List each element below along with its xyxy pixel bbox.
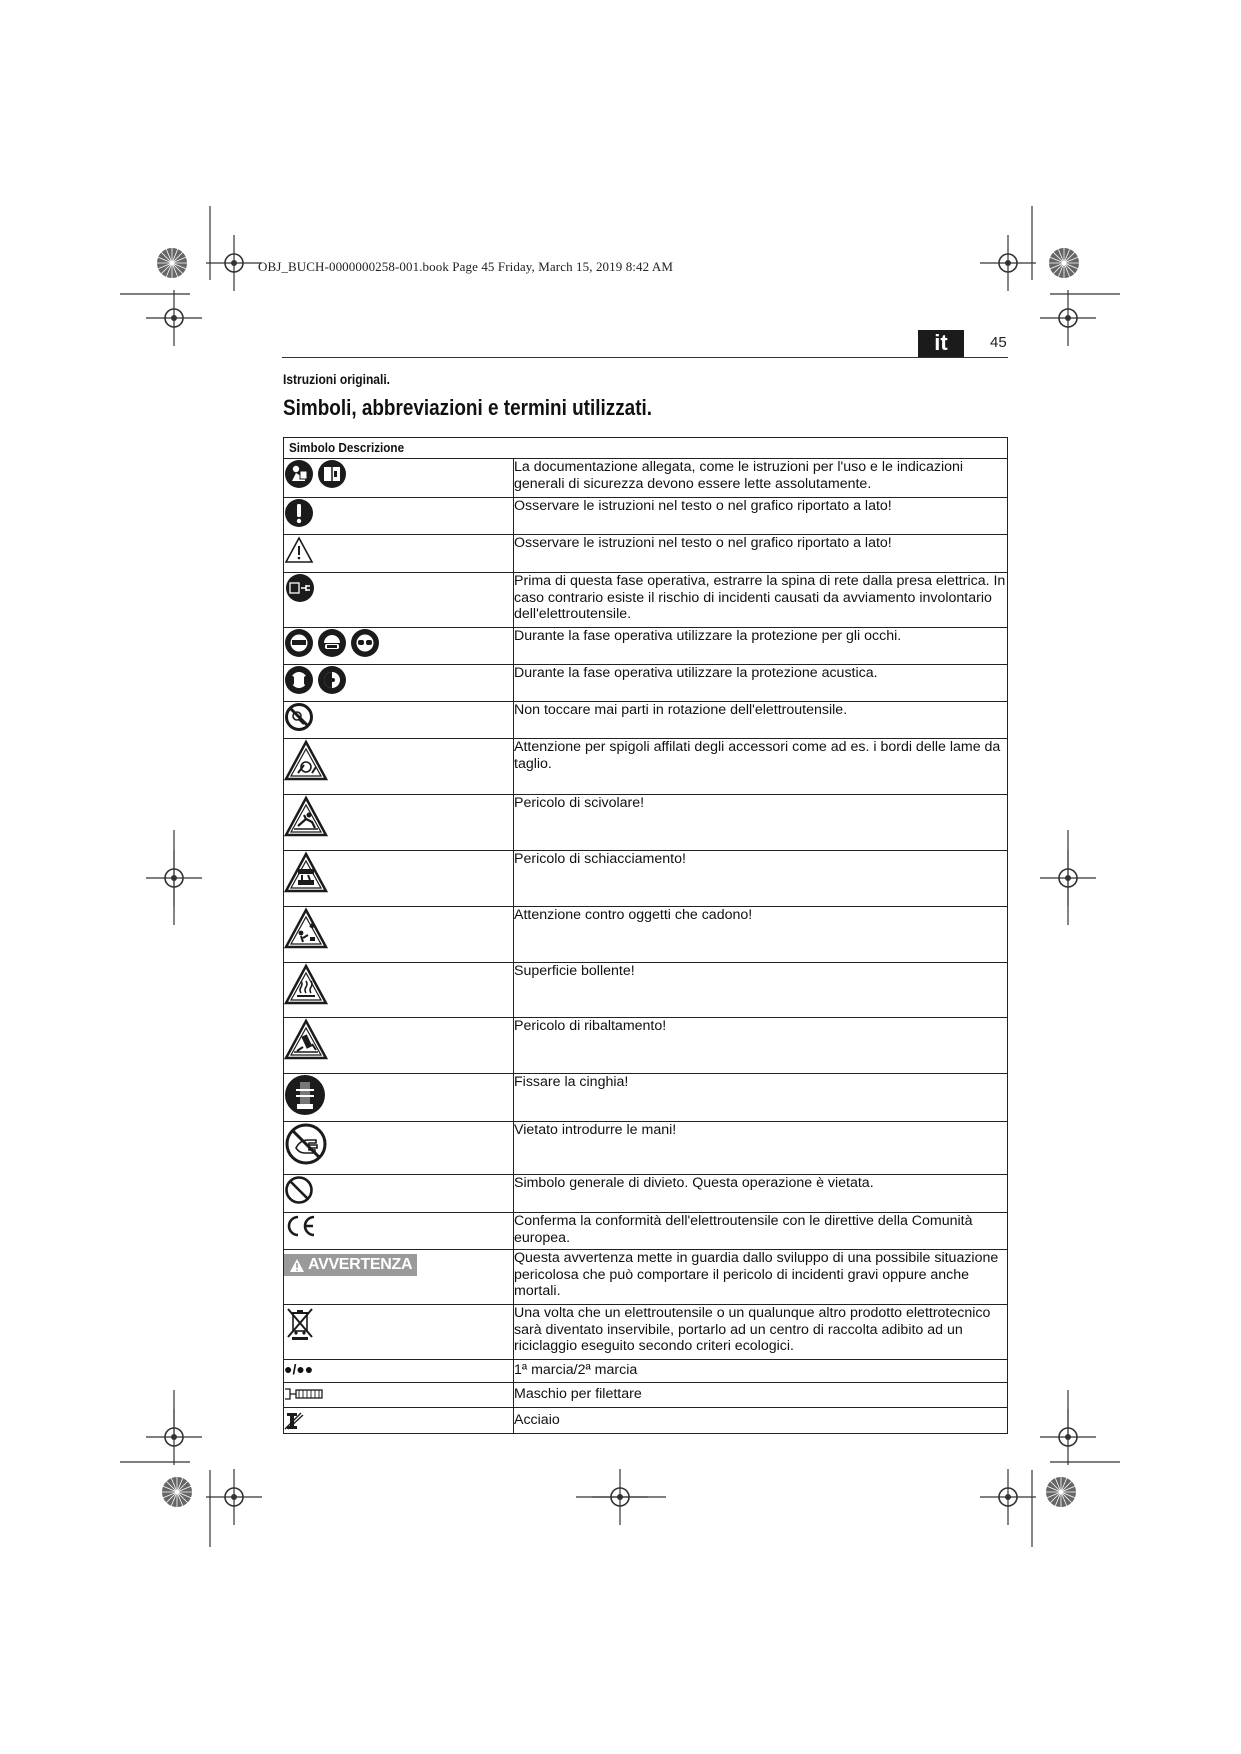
steel-material-icon — [284, 1412, 304, 1430]
symbols-table — [283, 437, 1008, 1434]
table-row — [284, 702, 1008, 739]
manual-book-icon — [317, 459, 347, 489]
language-tag: it — [918, 330, 964, 357]
description-cell: Superficie bollente! — [514, 963, 1008, 1018]
subtitle: Istruzioni originali. — [283, 371, 391, 387]
tap-tool-icon — [284, 1386, 324, 1402]
table-row — [284, 1305, 1008, 1360]
face-shield-icon — [284, 628, 314, 658]
fasten-belt-icon — [284, 1074, 326, 1116]
hot-surface-icon — [284, 963, 328, 1007]
description-cell: Durante la fase operativa utilizzare la protezione acustica. — [514, 665, 1008, 702]
description-cell: Attenzione contro oggetti che cadono! — [514, 907, 1008, 963]
table-row — [284, 665, 1008, 702]
table-row — [284, 573, 1008, 628]
warning-label-icon — [284, 1254, 417, 1276]
description-cell: Una volta che un elettroutensile o un qualunque altro prodotto elettrotecnico sarà diventato inservibile, portarlo ad un centro di raccolta adibito ad un riciclaggio eseguito secondo criteri ecologici. — [514, 1305, 1008, 1360]
table-row — [284, 459, 1008, 498]
page-heading: Simboli, abbreviazioni e termini utilizzati. — [283, 395, 653, 420]
description-cell: Prima di questa fase operativa, estrarre la spina di rete dalla presa elettrica. In caso contrario esiste il rischio di incidenti causati da avviamento involontario dell'elettroutensile. — [514, 573, 1008, 628]
table-row — [284, 1018, 1008, 1074]
page-number: 45 — [990, 334, 1007, 351]
exclamation-circle-icon — [284, 498, 314, 528]
description-cell: Non toccare mai parti in rotazione dell'elettroutensile. — [514, 702, 1008, 739]
table-row — [284, 739, 1008, 795]
table-row — [284, 851, 1008, 907]
warning-triangle-icon — [284, 535, 314, 565]
description-cell: Osservare le istruzioni nel testo o nel grafico riportato a lato! — [514, 535, 1008, 573]
manual-reader-icon — [284, 459, 314, 489]
description-cell: Osservare le istruzioni nel testo o nel grafico riportato a lato! — [514, 498, 1008, 535]
table-row — [284, 1074, 1008, 1122]
table-header-row — [284, 438, 1008, 459]
tip-over-hazard-icon — [284, 1018, 328, 1062]
column-header-description: Descrizione — [338, 440, 405, 455]
table-row — [284, 1408, 1008, 1434]
safety-helmet-visor-icon — [317, 628, 347, 658]
description-cell: Pericolo di scivolare! — [514, 795, 1008, 851]
description-cell: Pericolo di schiacciamento! — [514, 851, 1008, 907]
ear-muffs-icon — [284, 665, 314, 695]
table-row — [284, 1383, 1008, 1408]
table-row — [284, 1175, 1008, 1213]
description-cell: Attenzione per spigoli affilati degli accessori come ad es. i bordi delle lame da taglio. — [514, 739, 1008, 795]
table-row — [284, 795, 1008, 851]
column-header-symbol: Simbolo — [289, 440, 336, 455]
unplug-icon — [284, 573, 316, 603]
table-row — [284, 1250, 1008, 1305]
table-row — [284, 1213, 1008, 1250]
ce-mark-icon — [284, 1213, 318, 1239]
description-cell: Simbolo generale di divieto. Questa operazione è vietata. — [514, 1175, 1008, 1213]
gear-dots-icon: ●/●● — [284, 1361, 314, 1377]
table-row — [284, 907, 1008, 963]
description-cell: 1ª marcia/2ª marcia — [514, 1360, 1008, 1383]
description-cell: Vietato introdurre le mani! — [514, 1122, 1008, 1175]
description-cell: Fissare la cinghia! — [514, 1074, 1008, 1122]
description-cell: Conferma la conformità dell'elettroutensile con le direttive della Comunità europea. — [514, 1213, 1008, 1250]
table-row — [284, 535, 1008, 573]
table-row — [284, 1122, 1008, 1175]
prohibition-icon — [284, 1175, 314, 1205]
ear-protection-icon — [317, 665, 347, 695]
warning-label-text: AVVERTENZA — [308, 1256, 413, 1273]
description-cell: Questa avvertenza mette in guardia dallo sviluppo di una possibile situazione pericolosa che può comportare il pericolo di incidenti gravi oppure anche mortali. — [514, 1250, 1008, 1305]
header-rule — [282, 357, 1008, 358]
description-cell: Acciaio — [514, 1408, 1008, 1434]
sharp-edges-warning-icon — [284, 739, 328, 783]
slip-hazard-icon — [284, 795, 328, 839]
table-row — [284, 963, 1008, 1018]
safety-goggles-icon — [350, 628, 380, 658]
crossed-bin-icon — [284, 1305, 316, 1341]
description-cell: Pericolo di ribaltamento! — [514, 1018, 1008, 1074]
description-cell: Durante la fase operativa utilizzare la protezione per gli occhi. — [514, 628, 1008, 665]
falling-objects-icon — [284, 907, 328, 951]
no-hands-icon — [284, 1122, 328, 1166]
table-row — [284, 628, 1008, 665]
description-cell: Maschio per filettare — [514, 1383, 1008, 1408]
table-row — [284, 498, 1008, 535]
book-header-line: OBJ_BUCH-0000000258-001.book Page 45 Friday, March 15, 2019 8:42 AM — [258, 259, 673, 274]
crush-hazard-icon — [284, 851, 328, 895]
table-row — [284, 1360, 1008, 1383]
description-cell: La documentazione allegata, come le istruzioni per l'uso e le indicazioni generali di sicurezza devono essere lette assolutamente. — [514, 459, 1008, 498]
no-touch-rotating-icon — [284, 702, 314, 732]
